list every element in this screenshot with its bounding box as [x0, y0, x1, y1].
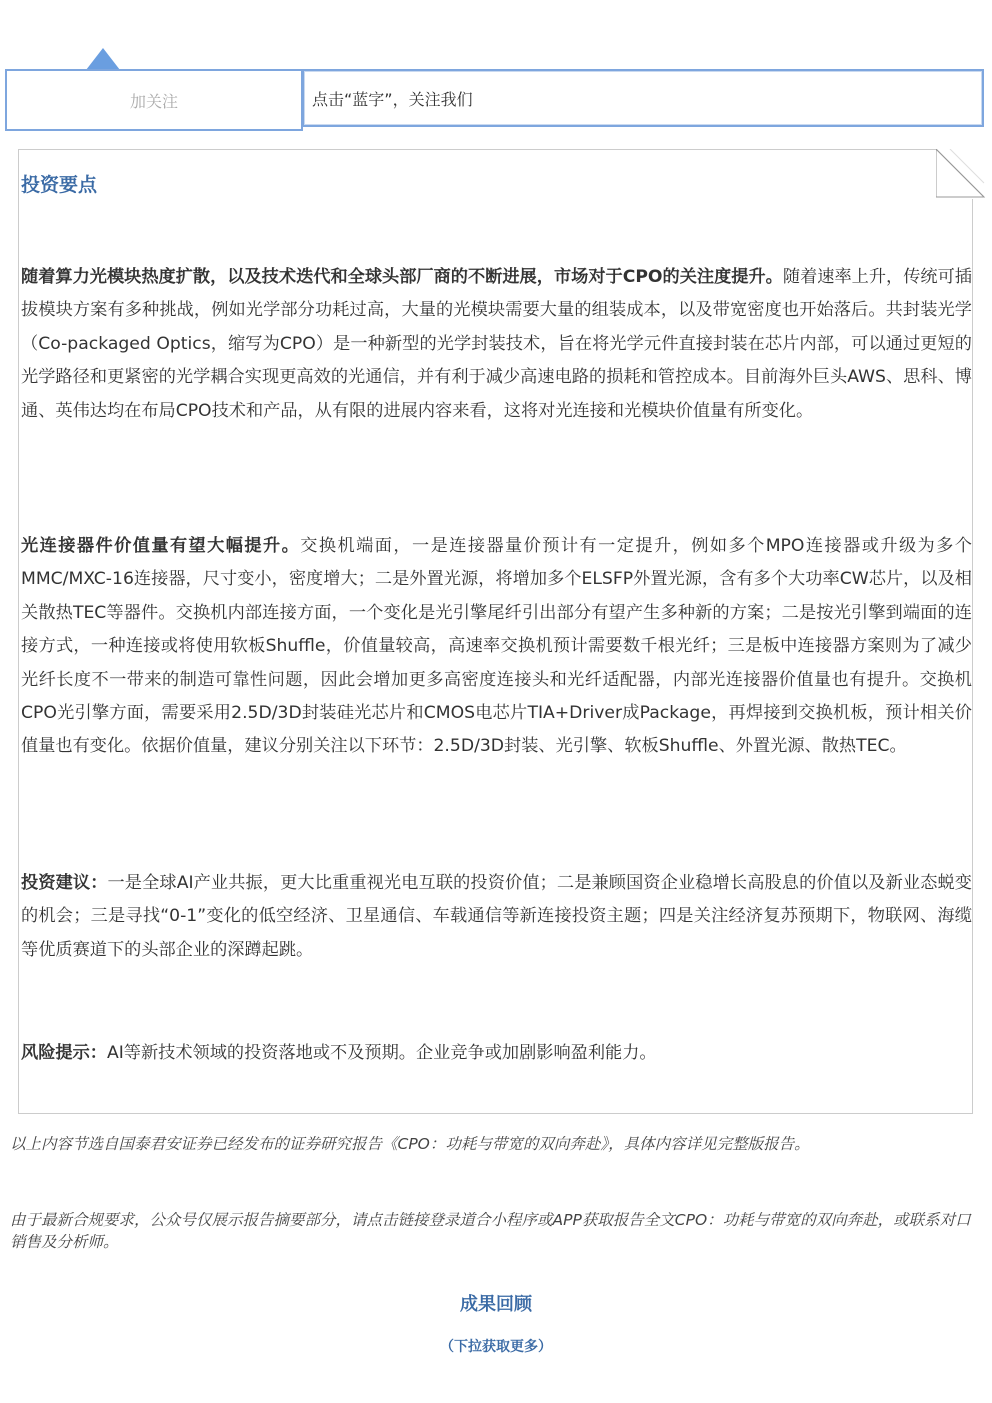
compliance-note[interactable]: 由于最新合规要求，公众号仅展示报告摘要部分，请点击链接登录道合小程序或APP获取报告全文CPO：功耗与带宽的双向奔赴，或联系对口销售及分析师。 [10, 1211, 971, 1251]
review-subtitle: （下拉获取更多） [440, 1339, 552, 1355]
paragraph-body: 交换机端面，一是连接器量价预计有一定提升，例如多个MPO连接器或升级为多个MMC/MXC-16连接器，尺寸变小，密度增大；二是外置光源，将增加多个ELSFP外置光源，含有多个大功率CW芯片，以及相关散热TEC等器件。交换机内部连接方面，一个变化是光引擎尾纤引出部分有望产生多种新的方案；二是按光引擎到端面的连接方式，一种连接或将使用软板Shuffle，价值量较高，高速率交换机预计需要数千根光纤；三是板中连接器方案则为了减少光纤长度不一带来的制造可靠性问题，因此会增加更多高密度连接头和光纤适配器，内部光连接器价值量也有提升。交换机CPO光引擎方面，需要采用2.5D/3D封装硅光芯片和CMOS电芯片TIA+Driver成Package，再焊接到交换机板，预计相关价值量也有变化。依据价值量，建议分别关注以下环节：2.5D/3D封装、光引擎、软板Shuffle、外置光源、散热TEC。 [21, 536, 972, 757]
investment-summary-card [18, 149, 973, 1114]
review-title-link[interactable]: 成果回顾 [460, 1294, 532, 1315]
paragraph-lead: 风险提示： [21, 1043, 107, 1063]
source-note: 以上内容节选自国泰君安证券已经发布的证券研究报告《CPO：功耗与带宽的双向奔赴》，具体内容详见完整版报告。 [10, 1135, 810, 1153]
paragraph-body: 一是全球AI产业共振，更大比重重视光电互联的投资价值；二是兼顾国资企业稳增长高股息的价值以及新业态蜕变的机会；三是寻找“0-1”变化的低空经济、卫星通信、车载通信等新连接投资主题；四是关注经济复苏预期下，物联网、海缆等优质赛道下的头部企业的深蹲起跳。 [21, 873, 972, 960]
section-title: 投资要点 [21, 174, 98, 196]
paragraph-lead: 投资建议： [21, 873, 108, 893]
paragraph-body: AI等新技术领域的投资落地或不及预期。企业竞争或加剧影响盈利能力。 [106, 1043, 657, 1063]
paragraph-optical-connector-value [21, 530, 972, 764]
banner-pointer-triangle [86, 48, 120, 70]
paragraph-risk-warning [21, 1037, 972, 1070]
paragraph-investment-advice [21, 867, 972, 967]
follow-prompt-box [302, 69, 984, 127]
paragraph-body: 随着速率上升，传统可插拔模块方案有多种挑战，例如光学部分功耗过高，大量的光模块需要大量的组装成本，以及带宽密度也开始落后。共封装光学（Co-packaged Optics，缩写为CPO）是一种新型的光学封装技术，旨在将光学元件直接封装在芯片内部，可以通过更短的光学路径和更紧密的光学耦合实现更高效的光通信，并有利于减少高速电路的损耗和管控成本。目前海外巨头AWS、思科、博通、英伟达均在布局CPO技术和产品，从有限的进展内容来看，这将对光连接和光模块价值量有所变化。 [21, 267, 972, 421]
follow-label: 加关注 [129, 91, 178, 111]
page-fold-corner-icon [936, 149, 986, 199]
paragraph-cpo-attention [21, 261, 972, 428]
follow-prompt-text: 点击“蓝字”，关注我们 [312, 89, 473, 109]
follow-button[interactable] [5, 69, 303, 131]
paragraph-lead: 光连接器件价值量有望大幅提升。 [21, 536, 301, 556]
paragraph-lead: 随着算力光模块热度扩散，以及技术迭代和全球头部厂商的不断进展，市场对于CPO的关注度提升。 [21, 267, 783, 287]
